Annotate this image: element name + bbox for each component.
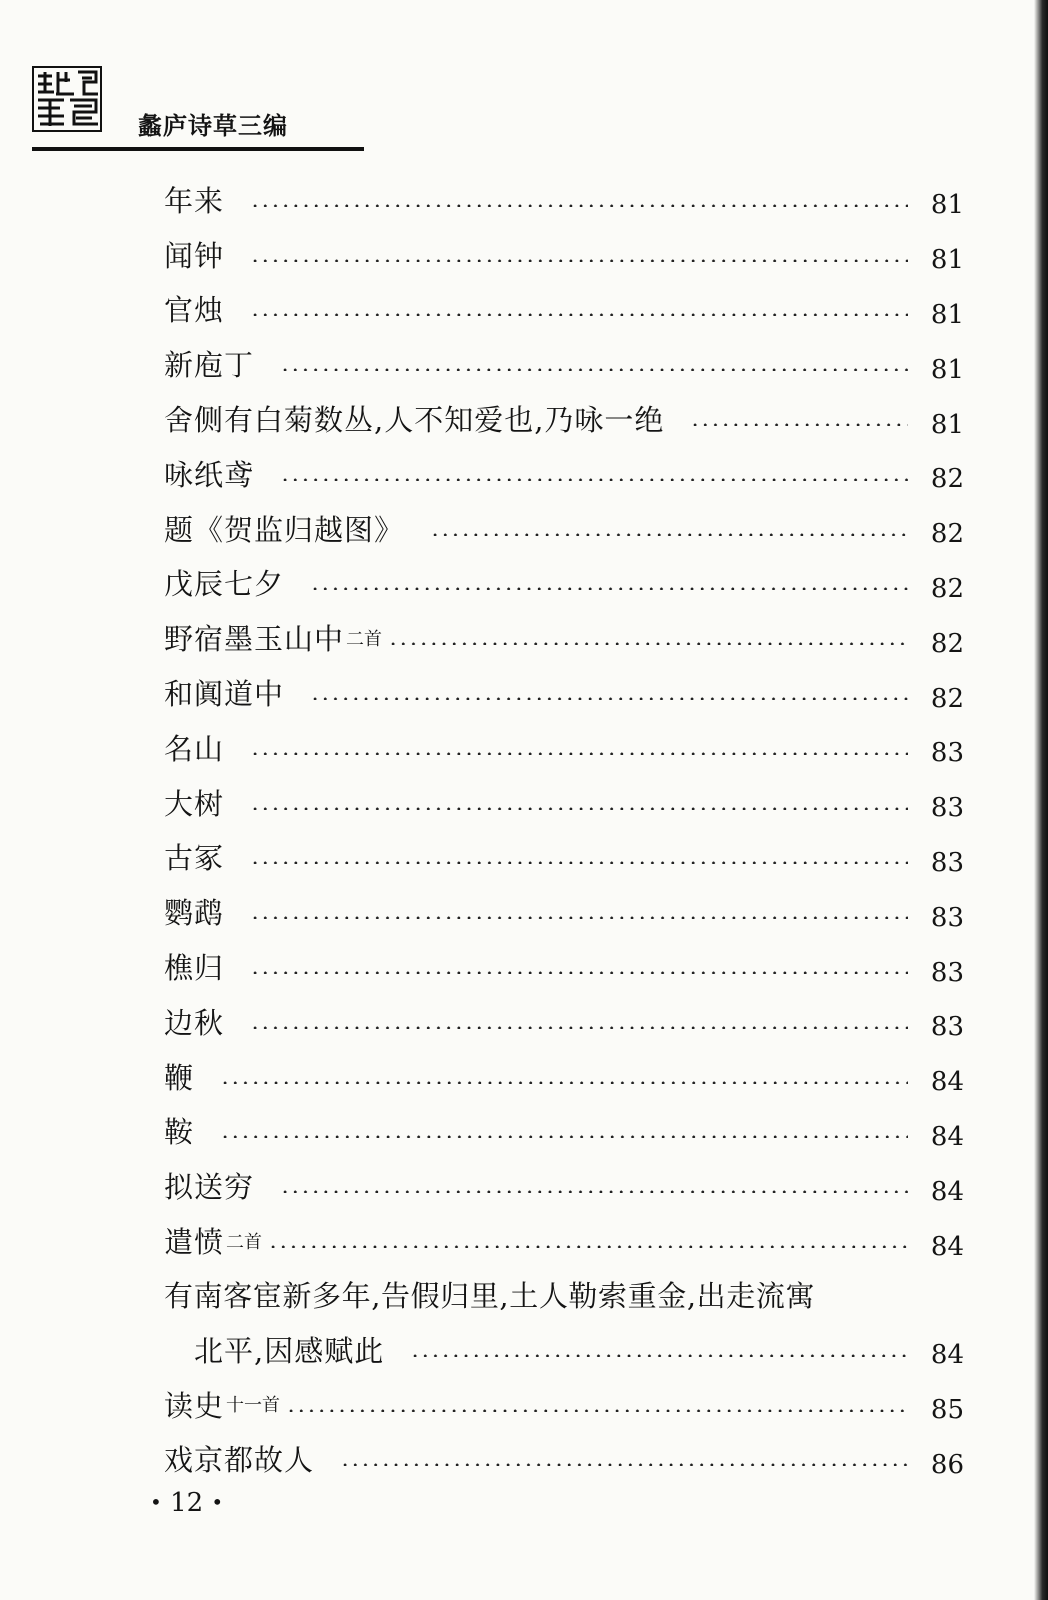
entry-title: 古冢: [164, 841, 225, 876]
entry-title: 和阗道中: [164, 677, 285, 712]
leader-dots: [250, 313, 908, 316]
entry-page-number: 81: [930, 245, 964, 276]
toc-entry: [164, 665, 964, 720]
entry-title: 北平,因感赋此: [194, 1333, 385, 1368]
book-title: 蠡庐诗草三编: [138, 112, 288, 140]
entry-title: 有南客宦新多年,告假归里,土人勒索重金,出走流寓: [164, 1279, 816, 1314]
entry-page-number: 82: [930, 519, 964, 550]
entry-title: 名山: [164, 731, 225, 766]
toc-entry: [164, 446, 964, 501]
leader-dots: [340, 1463, 908, 1466]
toc-entry: [164, 172, 964, 227]
leader-dots: [286, 1409, 908, 1412]
entry-title: 戊辰七夕: [164, 567, 285, 602]
seal-logo-icon: [32, 66, 102, 132]
entry-page-number: 83: [930, 847, 964, 878]
toc-entry: [164, 1213, 964, 1268]
running-header: [32, 62, 364, 154]
leader-dots: [310, 587, 908, 590]
leader-dots: [310, 697, 908, 700]
toc-entry: [164, 775, 964, 830]
leader-dots: [430, 533, 908, 536]
leader-dots: [280, 1190, 908, 1193]
toc-entry: [164, 391, 964, 446]
toc-entry-wrapped-line2: [164, 1322, 964, 1377]
leader-dots: [690, 423, 908, 426]
entry-page-number: 86: [930, 1449, 964, 1480]
entry-title: 鞭: [164, 1060, 195, 1095]
leader-dots: [250, 861, 908, 864]
leader-dots: [220, 1135, 908, 1138]
folio-bullet-icon: •: [211, 1490, 224, 1514]
toc-entry: [164, 884, 964, 939]
entry-page-number: 83: [930, 1012, 964, 1043]
toc-entry: [164, 501, 964, 556]
toc-entry: [164, 610, 964, 665]
entry-title: 鞍: [164, 1115, 195, 1150]
entry-title: 舍侧有白菊数丛,人不知爱也,乃咏一绝: [164, 403, 665, 438]
entry-page-number: 81: [930, 299, 964, 330]
toc-entry: [164, 1377, 964, 1432]
toc-entry: [164, 227, 964, 282]
header-rule: [32, 147, 364, 151]
entry-title: 咏纸鸢: [164, 457, 255, 492]
toc-entry: [164, 939, 964, 994]
toc-entry: [164, 830, 964, 885]
entry-page-number: 82: [930, 464, 964, 495]
leader-dots: [250, 752, 908, 755]
leader-dots: [280, 478, 908, 481]
leader-dots: [250, 807, 908, 810]
entry-title: 拟送穷: [164, 1170, 255, 1205]
entry-title: 大树: [164, 786, 225, 821]
toc-entry: [164, 282, 964, 337]
entry-note: 十一首: [226, 1395, 281, 1417]
table-of-contents: [164, 172, 964, 1486]
leader-dots: [250, 916, 908, 919]
entry-page-number: 84: [930, 1340, 964, 1371]
toc-entry: [164, 1158, 964, 1213]
leader-dots: [268, 1245, 908, 1248]
entry-page-number: 85: [930, 1395, 964, 1426]
entry-page-number: 81: [930, 409, 964, 440]
entry-page-number: 82: [930, 683, 964, 714]
entry-page-number: 83: [930, 902, 964, 933]
toc-entry: [164, 720, 964, 775]
toc-entry: [164, 994, 964, 1049]
entry-note: 二首: [346, 628, 383, 650]
entry-title: 闻钟: [164, 238, 225, 273]
page-folio: [150, 1488, 223, 1518]
leader-dots: [250, 204, 908, 207]
entry-title: 年来: [164, 183, 225, 218]
entry-title: 题《贺监归越图》: [164, 512, 405, 547]
toc-entry: [164, 1104, 964, 1159]
entry-page-number: 81: [930, 190, 964, 221]
leader-dots: [250, 1026, 908, 1029]
entry-title: 遣愤: [164, 1225, 225, 1260]
leader-dots: [250, 971, 908, 974]
entry-title: 鹦鹉: [164, 896, 225, 931]
entry-title: 戏京都故人: [164, 1443, 315, 1478]
entry-title: 樵归: [164, 951, 225, 986]
page-edge-shadow: [1034, 0, 1048, 1600]
entry-title: 边秋: [164, 1005, 225, 1040]
entry-title: 官烛: [164, 293, 225, 328]
entry-title: 新庖丁: [164, 348, 255, 383]
leader-dots: [280, 368, 908, 371]
entry-page-number: 82: [930, 628, 964, 659]
leader-dots: [410, 1354, 908, 1357]
entry-page-number: 83: [930, 793, 964, 824]
leader-dots: [220, 1081, 908, 1084]
folio-bullet-icon: •: [150, 1490, 162, 1514]
toc-entry: [164, 556, 964, 611]
toc-entry-wrapped-line1: [164, 1268, 964, 1322]
entry-title: 野宿墨玉山中: [164, 622, 345, 657]
entry-page-number: 83: [930, 957, 964, 988]
entry-page-number: 84: [930, 1231, 964, 1262]
entry-page-number: 81: [930, 354, 964, 385]
entry-page-number: 82: [930, 573, 964, 604]
toc-entry: [164, 336, 964, 391]
toc-entry: [164, 1049, 964, 1104]
entry-page-number: 83: [930, 738, 964, 769]
folio-number: 12: [170, 1488, 204, 1518]
entry-page-number: 84: [930, 1067, 964, 1098]
toc-entry: [164, 1432, 964, 1487]
entry-page-number: 84: [930, 1176, 964, 1207]
leader-dots: [250, 259, 908, 262]
entry-page-number: 84: [930, 1121, 964, 1152]
leader-dots: [388, 642, 908, 645]
entry-note: 二首: [226, 1231, 263, 1253]
entry-title: 读史: [164, 1388, 225, 1423]
